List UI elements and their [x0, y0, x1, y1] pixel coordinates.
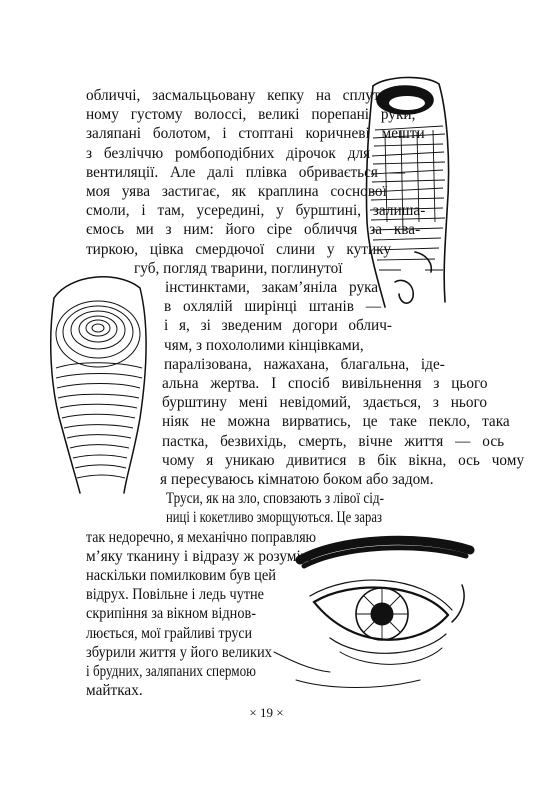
text-line: тиркою, цівка смердючої слини у кутику — [86, 240, 391, 258]
text-line: губ, погляд тварини, поглинутої — [134, 259, 343, 277]
text-line: відрух. Повільне і ледь чутне — [86, 586, 264, 604]
fingertip-whorl-illustration — [40, 268, 160, 498]
text-line: наскільки помилковим був цей — [86, 567, 276, 584]
text-line: вентиляції. Але далі плівка обривається — — [86, 163, 406, 181]
text-line: Труси, як на зло, сповзають з лівої сід- — [166, 490, 384, 508]
text-line: чям, з похололими кінцівками, — [164, 336, 364, 354]
text-line: смоли, і там, усередині, у бурштині, залиша- — [86, 202, 426, 220]
text-line: скрипіння за вікном віднов- — [86, 605, 256, 623]
text-line: збурили життя у його великих — [86, 643, 272, 661]
text-line: ниці і кокетливо зморщуються. Це зараз — [166, 509, 382, 527]
text-line: чому я уникаю дивитися в бік вікна, ось чому — [162, 451, 525, 469]
text-line: ємось ми з ним: його сіре обличчя за ква- — [86, 221, 421, 239]
text-line: я пересуваюсь кімнатою боком або задом. — [160, 471, 434, 488]
text-line: з безліччю ромбоподібних дірочок для — [86, 144, 371, 162]
page-number: × 19 × — [249, 705, 284, 720]
text-line: ніяк не можна вирватись, це таке пекло, така — [162, 413, 510, 431]
text-line: і брудних, заляпаних спермою — [86, 663, 256, 680]
text-line: і я, зі зведеним догори облич- — [164, 317, 392, 335]
text-line: обличчі, засмальцьовану кепку на сплута- — [86, 87, 392, 104]
text-line: м’яку тканину і відразу ж розумію, — [86, 547, 316, 565]
text-line: так недоречно, я механічно поправляю — [86, 528, 316, 546]
text-line: ному густому волоссі, великі порепані руки, — [86, 106, 416, 124]
text-line: люється, мої грайливі труси — [86, 624, 252, 642]
text-line: паралізована, нажахана, благальна, іде- — [164, 355, 445, 373]
text-line: моя уява застигає, як краплина соснової — [86, 183, 387, 200]
text-line: майтках. — [86, 682, 143, 700]
text-line: інстинктами, закам’яніла рука — [165, 279, 379, 296]
text-line: альна жертва. І спосіб вивільнення з цього — [162, 375, 488, 392]
text-line: бурштину мені невідомий, здається, з нього — [162, 394, 488, 412]
text-line: пастка, безвихідь, смерть, вічне життя — ось — [162, 432, 505, 450]
text-line: в охлялій ширінці штанів — — [164, 298, 382, 316]
text-line: заляпані болотом, і стоптані коричневі мешти — [86, 125, 425, 143]
